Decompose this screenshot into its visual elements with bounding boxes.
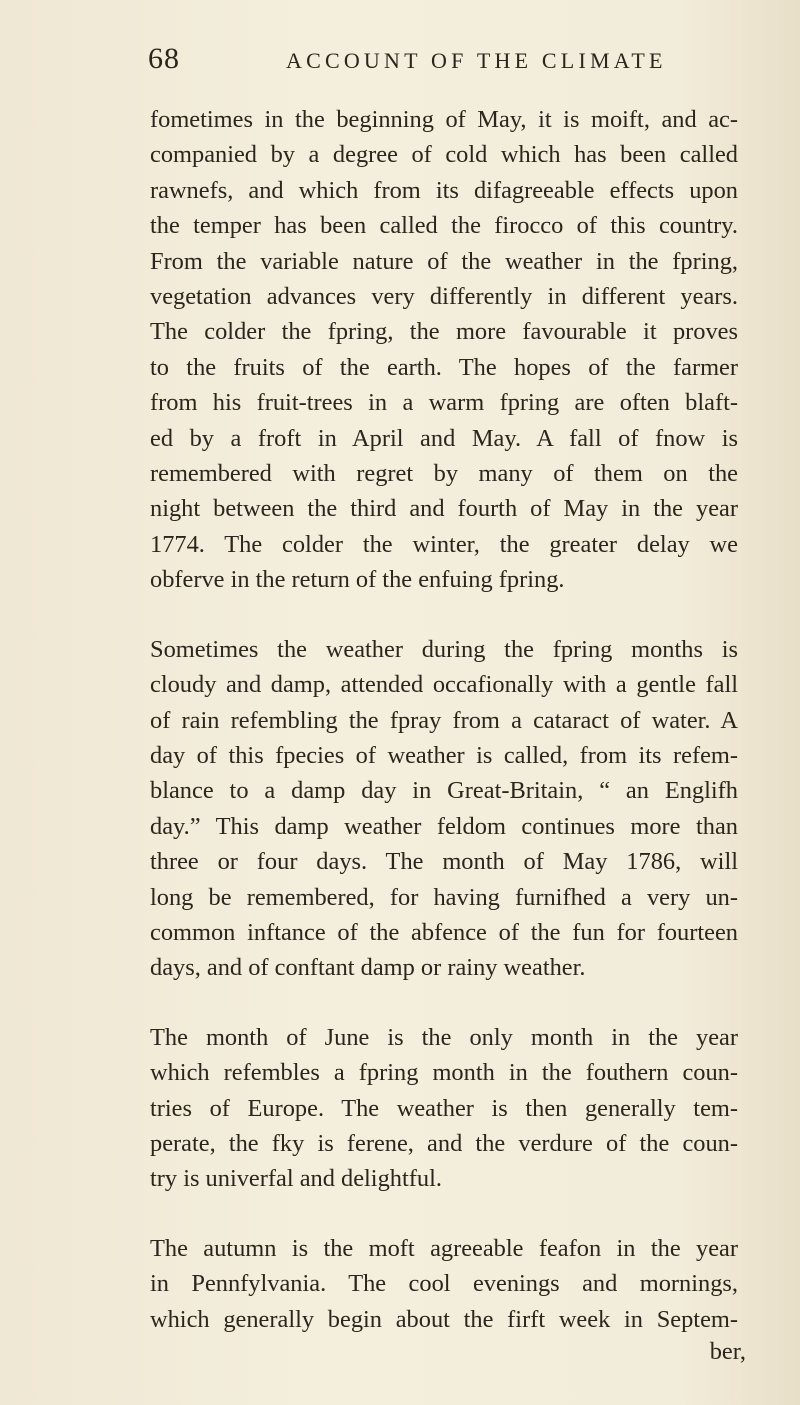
text-line: 1774. The colder the winter, the greater delay we [150,530,738,558]
text-line: From the variable nature of the weather in the fpring, [150,247,738,275]
text-line: of rain refembling the fpray from a cataract of water. A [150,706,738,734]
text-line: rawnefs, and which from its difagreeable effects upon [150,176,738,204]
text-line: companied by a degree of cold which has been called [150,141,738,169]
text-line: tries of Europe. The weather is then generally tem- [150,1094,738,1122]
page-body [150,102,738,1371]
text-line: obferve in the return of the enfuing fpring. [150,566,565,594]
text-line: which refembles a fpring month in the fouthern coun- [150,1059,738,1087]
page-header [148,42,748,82]
text-line: The colder the fpring, the more favourable it proves [150,318,738,346]
text-line: vegetation advances very differently in different years. [150,283,738,311]
text-line: day.” This damp weather feldom continues more than [150,812,738,840]
text-line: days, and of conftant damp or rainy weather. [150,954,586,982]
text-line: The month of June is the only month in the year [150,1023,738,1051]
text-line: day of this fpecies of weather is called, from its refem- [150,741,738,769]
text-line: Sometimes the weather during the fpring months is [150,635,738,663]
text-line: three or four days. The month of May 1786, will [150,848,738,876]
page-number: 68 [148,42,180,75]
running-head: ACCOUNT OF THE CLIMATE [286,48,667,73]
text-line: night between the third and fourth of May in the year [150,495,738,523]
text-line: blance to a damp day in Great-Britain, “ an Englifh [150,777,738,805]
text-line: to the fruits of the earth. The hopes of the farmer [150,353,738,381]
paragraph [150,102,738,598]
text-line: remembered with regret by many of them on the [150,460,738,488]
paragraph [150,1231,738,1337]
text-line: ed by a froft in April and May. A fall of fnow is [150,424,738,452]
text-line: which generally begin about the firft week in Septem- [150,1305,738,1333]
text-line: in Pennfylvania. The cool evenings and mornings, [150,1270,738,1298]
text-line: perate, the fky is ferene, and the verdure of the coun- [150,1129,738,1157]
text-line: cloudy and damp, attended occafionally with a gentle fall [150,671,738,699]
catchword: ber, [709,1338,746,1365]
text-line: long be remembered, for having furnifhed a very un- [150,883,738,911]
text-line: the temper has been called the firocco of this country. [150,212,738,240]
text-line: The autumn is the moft agreeable feafon in the year [150,1234,738,1262]
paragraph [150,1020,738,1197]
text-line: try is univerfal and delightful. [150,1165,442,1193]
text-line: fometimes in the beginning of May, it is moift, and ac- [150,106,738,133]
paragraph [150,632,738,986]
text-line: from his fruit-trees in a warm fpring are often blaft- [150,389,738,417]
text-line: common inftance of the abfence of the fun for fourteen [150,918,738,946]
